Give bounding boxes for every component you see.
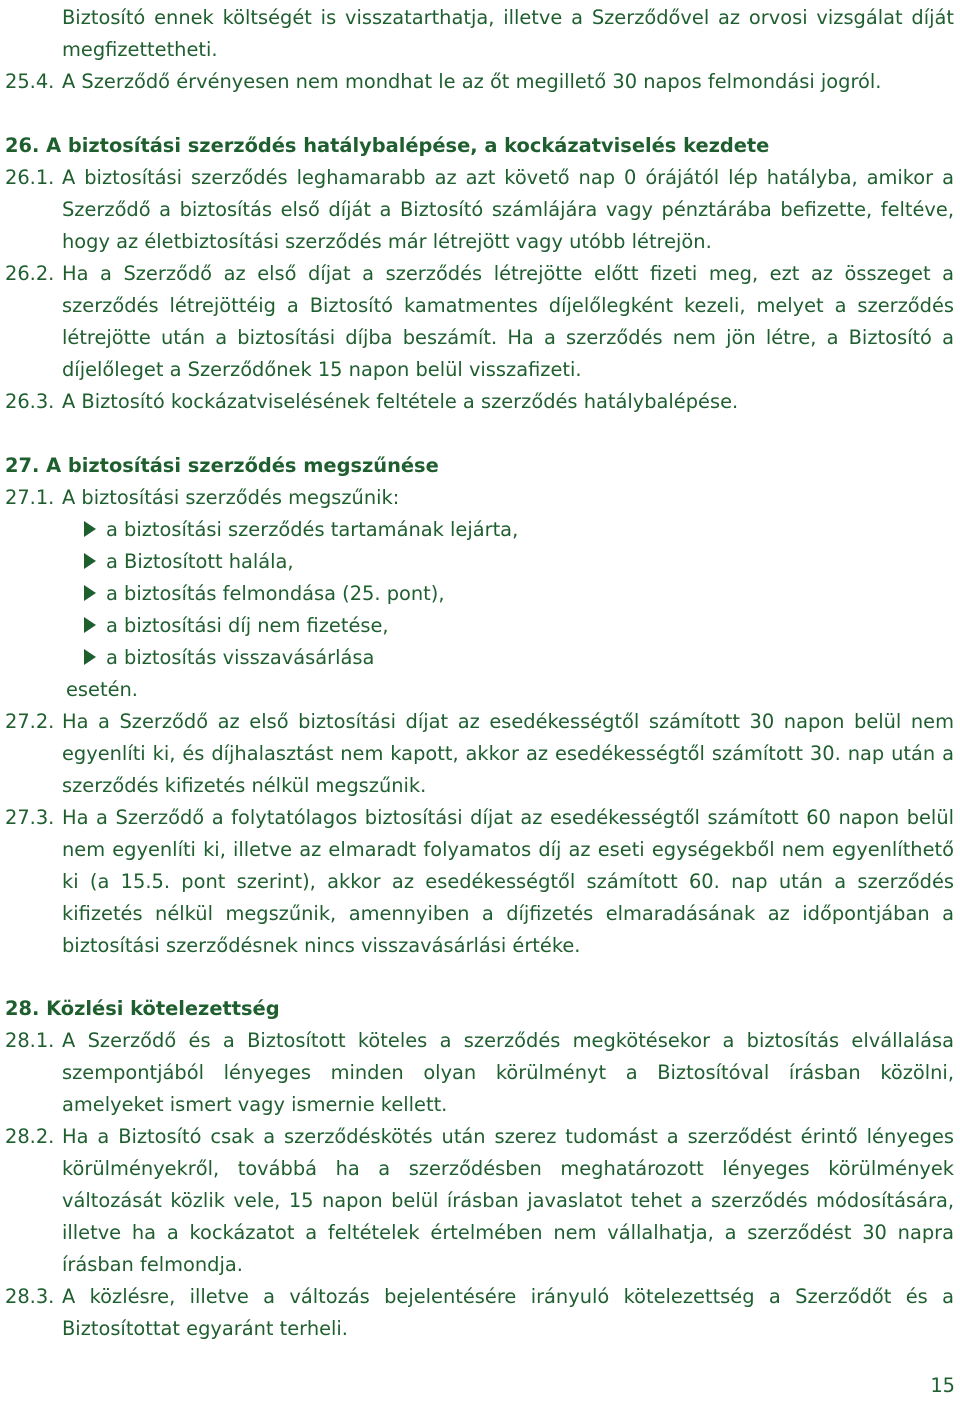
triangle-bullet-icon — [84, 649, 96, 665]
list-item-text: a biztosítás felmondása (25. pont), — [106, 582, 445, 605]
paragraph-text: Ha a Szerződő a folytatólagos biztosítási díjat az esedékességtől számított 60 napon belül nem egyenlíti ki, illetve az elmaradt folyamatos díj az eseti egységekből nem egyenlíthető ki (a 15.5. pont szerint), akkor az esedékességtől számított 60. nap után a szerződés kifizetés nélkül megszűnik, amennyiben a díjfizetés elmaradásának az időpontjában a biztosítási szerződésnek nincs visszavásárlási értéke. — [62, 806, 954, 957]
paragraph-number: 27.3. — [5, 806, 55, 829]
paragraph-text: A Szerződő érvényesen nem mondhat le az őt megillető 30 napos felmondási jogról. — [62, 70, 882, 93]
triangle-bullet-icon — [84, 521, 96, 537]
paragraph-text: Biztosító ennek költségét is visszatarthatja, illetve a Szerződővel az orvosi vizsgálat díját megfizettetheti. — [62, 6, 954, 61]
paragraph-text: A Biztosító kockázatviselésének feltétele a szerződés hatálybalépése. — [62, 390, 739, 413]
paragraph-25-4 — [0, 66, 960, 98]
paragraph-text: A biztosítási szerződés megszűnik: — [62, 486, 400, 509]
paragraph-text: Ha a Szerződő az első biztosítási díjat az esedékességtől számított 30 napon belül nem egyenlíti ki, és díjhalasztást nem kapott, akkor az esedékességtől számított 30. nap után a szerződés kifizetés nélkül megszűnik. — [62, 710, 954, 797]
list-item-text: a Biztosított halála, — [106, 550, 294, 573]
paragraph-28-3 — [0, 1281, 960, 1345]
paragraph-26-3 — [0, 386, 960, 418]
page-number: 15 — [930, 1374, 955, 1397]
continuation-paragraph — [0, 2, 960, 66]
triangle-bullet-icon — [84, 585, 96, 601]
paragraph-27-1 — [0, 482, 960, 514]
triangle-bullet-icon — [84, 617, 96, 633]
paragraph-27-2 — [0, 706, 960, 802]
paragraph-text: A közlésre, illetve a változás bejelentésére irányuló kötelezettség a Szerződőt és a Biztosítottat egyaránt terheli. — [62, 1285, 954, 1340]
paragraph-number: 26.2. — [5, 262, 55, 285]
list-item-text: a biztosítási szerződés tartamának lejárta, — [106, 518, 519, 541]
list-item — [84, 642, 374, 674]
paragraph-number: 28.3. — [5, 1285, 55, 1308]
paragraph-number: 28.1. — [5, 1029, 55, 1052]
section-heading-28: 28. Közlési kötelezettség — [5, 997, 280, 1020]
list-item — [84, 546, 294, 578]
paragraph-number: 28.2. — [5, 1125, 55, 1148]
paragraph-28-2 — [0, 1121, 960, 1281]
list-item — [84, 514, 518, 546]
paragraph-number: 26.3. — [5, 390, 55, 413]
paragraph-text: A biztosítási szerződés leghamarabb az azt követő nap 0 órájától lép hatályba, amikor a Szerződő a biztosítás első díját a Biztosító számlájára vagy pénztárába befizette, feltéve, hogy az életbiztosítási szerződés már létrejött vagy utóbb létrejön. — [62, 166, 954, 253]
paragraph-text: Ha a Biztosító csak a szerződéskötés után szerez tudomást a szerződést érintő lényeges körülményekről, továbbá ha a szerződésben meghatározott lényeges körülmények változását közlik vele, 15 napon belül írásban javaslatot tehet a szerződés módosítására, illetve ha a kockázatot a feltételek értelmében nem vállalhatja, a szerződést 30 napra írásban felmondja. — [62, 1125, 954, 1276]
paragraph-27-3 — [0, 802, 960, 962]
paragraph-text: A Szerződő és a Biztosított köteles a szerződés megkötésekor a biztosítás elvállalása szempontjából lényeges minden olyan körülményt a Biztosítóval írásban közölni, amelyeket ismert vagy ismernie kellett. — [62, 1029, 954, 1116]
paragraph-26-1 — [0, 162, 960, 258]
triangle-bullet-icon — [84, 553, 96, 569]
list-item — [84, 610, 389, 642]
list-item-text: a biztosítási díj nem fizetése, — [106, 614, 389, 637]
paragraph-number: 26.1. — [5, 166, 55, 189]
list-item-text: a biztosítás visszavásárlása — [106, 646, 375, 669]
paragraph-text: Ha a Szerződő az első díjat a szerződés létrejötte előtt fizeti meg, ezt az összeget a szerződés létrejöttéig a Biztosító kamatmentes díjelőlegként kezeli, melyet a szerződés létrejötte után a biztosítási díjba beszámít. Ha a szerződés nem jön létre, a Biztosító a díjelőleget a Szerződőnek 15 napon belül visszafizeti. — [62, 262, 954, 381]
paragraph-26-2 — [0, 258, 960, 386]
paragraph-28-1 — [0, 1025, 960, 1121]
paragraph-number: 27.1. — [5, 486, 55, 509]
paragraph-number: 25.4. — [5, 70, 55, 93]
section-heading-27: 27. A biztosítási szerződés megszűnése — [5, 454, 439, 477]
paragraph-number: 27.2. — [5, 710, 55, 733]
section-heading-26: 26. A biztosítási szerződés hatálybalépése, a kockázatviselés kezdete — [5, 134, 770, 157]
list-closing-text: esetén. — [66, 678, 138, 701]
list-item — [84, 578, 445, 610]
